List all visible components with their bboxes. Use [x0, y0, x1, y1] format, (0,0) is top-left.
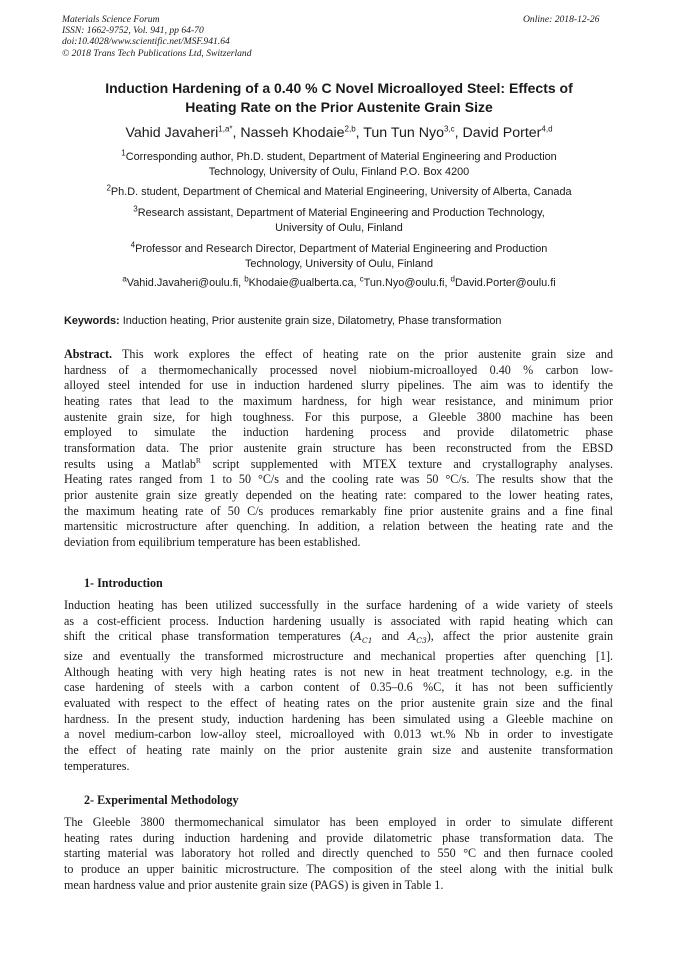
body-text: shift the critical phase transformation temperatures (: [64, 629, 355, 644]
abstract-line: martensitic microstructure after quenching. In addition, a relation between the heating rate and the: [64, 519, 613, 534]
body-line: Induction heating has been utilized successfully in the surface hardening of a wide variety of steels: [64, 598, 613, 612]
abstract-line: employed to simulate the induction hardening process and provide dilatometric phase: [64, 425, 613, 440]
author-sup: 1,a*: [218, 124, 233, 134]
author-name: Nasseh Khodaie: [240, 125, 345, 141]
abstract-text: script supplemented with MTEX texture and crystallography analyses.: [200, 456, 614, 471]
affiliation-text: Technology, University of Oulu, Finland: [244, 258, 434, 270]
title-line-1: Induction Hardening of a 0.40 % C Novel Microalloyed Steel: Effects of: [105, 80, 573, 96]
body-line: heating rates during induction hardening and provide dilatometric phase transformation data. The: [64, 830, 613, 845]
running-header: [62, 14, 252, 59]
affiliation-text: Professor and Research Director, Department of Material Engineering and Production: [135, 243, 548, 255]
body-text: ), affect the prior austenite grain: [426, 629, 613, 644]
paper-title: [60, 79, 618, 117]
abstract-line: austenite grain size, for high toughness. For this purpose, a Gleeble 3800 machine has been: [64, 409, 613, 424]
email-sup: d: [450, 274, 455, 284]
body-line: The Gleeble 3800 thermomechanical simulator has been employed in order to simulate different: [64, 815, 613, 829]
section-heading-methodology: 2- Experimental Methodology: [84, 793, 239, 807]
keywords: [64, 314, 501, 329]
methodology-paragraph: [64, 815, 613, 893]
email-sup: b: [244, 274, 249, 284]
journal-name: Materials Science Forum: [62, 14, 160, 25]
affiliation-sup: 2: [106, 183, 111, 193]
body-line: a novel medium-carbon low-alloy steel, microalloyed with 0.013 wt.% Nb in order to investigate: [64, 727, 613, 742]
email-sup: c: [359, 274, 364, 284]
body-line: Although heating with very high heating rates is not new in heat treatment technology, e.g. in the: [64, 664, 613, 679]
author-sup: 3,c: [443, 124, 455, 134]
introduction-paragraph: [64, 598, 613, 774]
body-line: mean hardness value and prior austenite grain size (PAGS) is given in Table 1.: [64, 877, 444, 892]
body-line: the effect of heating rate mainly on the prior austenite grain size and austenite transformation: [64, 743, 613, 758]
affiliation-text: Research assistant, Department of Material Engineering and Production Technology,: [137, 207, 545, 219]
affiliation-1: [60, 150, 618, 180]
affiliation-text: Technology, University of Oulu, Finland P.O. Box 4200: [208, 166, 470, 178]
body-line: size and eventually the transformed microstructure and mechanical properties after quenching [1].: [64, 649, 613, 664]
body-line: case hardening of steels with a carbon content of 0.35–0.6 %C, it has not been sufficiently: [64, 680, 613, 695]
keywords-text: Induction heating, Prior austenite grain size, Dilatometry, Phase transformation: [119, 315, 502, 327]
abstract-line: [64, 457, 613, 473]
affiliation-text: Ph.D. student, Department of Chemical and Material Engineering, University of Alberta, Canada: [110, 186, 572, 198]
body-line: temperatures.: [64, 758, 130, 773]
affiliation-text: Corresponding author, Ph.D. student, Department of Material Engineering and Production: [125, 151, 557, 163]
body-line: hardness. In the present study, induction hardening has been simulated using a Gleeble machine on: [64, 711, 613, 726]
author-sup: 2,b: [344, 124, 356, 134]
doi-line: doi:10.4028/www.scientific.net/MSF.941.64: [62, 36, 230, 48]
abstract-line: Heating rates ranged from 1 to 50 °C/s and the cooling rate was 50 °C/s. The results show that the: [64, 472, 613, 487]
abstract: [64, 347, 613, 551]
abstract-text: This work explores the effect of heating rate on the prior austenite grain size and: [112, 347, 613, 361]
math-symbol: A: [408, 630, 417, 644]
affiliation-3: [60, 206, 618, 236]
math-symbol: A: [354, 630, 362, 644]
title-line-2: Heating Rate on the Prior Austenite Grain Size: [185, 99, 493, 115]
copyright-line: © 2018 Trans Tech Publications Ltd, Switzerland: [62, 47, 252, 59]
email-link[interactable]: David.Porter@oulu.fi: [455, 277, 556, 289]
author-sup: 4,d: [541, 124, 553, 134]
affiliation-sup: 3: [133, 204, 138, 214]
email-link[interactable]: Khodaie@ualberta.ca,: [248, 277, 360, 289]
abstract-line: transformation data. The prior austenite grain structure has been reconstructed from the EBSD: [64, 440, 613, 455]
affiliation-4: [60, 242, 618, 272]
affiliation-2: [60, 185, 618, 200]
math-ac1: [354, 630, 373, 646]
abstract-line: alloyed steel intended for use in induction hardened slurry pipelines. The aim was to identify the: [64, 378, 613, 393]
superscript: R: [195, 455, 201, 465]
keywords-label: Keywords:: [64, 315, 120, 327]
section-heading-introduction: 1- Introduction: [84, 576, 163, 590]
abstract-line: [64, 347, 613, 363]
author-name: David Porter: [462, 125, 542, 141]
abstract-label: Abstract.: [64, 347, 113, 361]
email-link[interactable]: Vahid.Javaheri@oulu.fi,: [126, 277, 245, 289]
body-line: evaluated with respect to the effect of heating rates on the prior austenite grain size and the final: [64, 696, 613, 711]
abstract-line: prior austenite grain size greatly depended on the heating rate: compared to the lower heating rates,: [64, 487, 613, 502]
affiliation-sup: 4: [130, 240, 136, 250]
issn-line: ISSN: 1662-9752, Vol. 941, pp 64-70: [62, 25, 204, 37]
abstract-line: hardness of a thermomechanically processed novel niobium-microalloyed 0.40 % carbon low-: [64, 362, 613, 377]
body-line: starting material was laboratory hot rolled and directly quenched to 550 °C and then furnace cooled: [64, 846, 613, 861]
body-text: and: [372, 629, 409, 644]
math-ac3: [408, 630, 427, 646]
math-subscript: C3: [416, 636, 427, 646]
abstract-line: heating rates that lead to the maximum hardness, for high wear resistance, and minimum prior: [64, 393, 613, 408]
abstract-line: the maximum heating rate of 50 C/s produces remarkably fine prior austenite grains and a fine final: [64, 503, 613, 518]
body-line: [64, 629, 613, 649]
email-link[interactable]: Tun.Nyo@oulu.fi,: [363, 277, 451, 289]
body-line: as a cost-efficient process. Induction hardening usually is associated with rapid heating which can: [64, 613, 613, 628]
abstract-text: results using a Matlab: [64, 456, 196, 471]
author-name: Tun Tun Nyo: [363, 125, 444, 141]
email-sup: a: [122, 274, 127, 284]
online-date: Online: 2018-12-26: [523, 14, 600, 25]
affiliation-text: University of Oulu, Finland: [275, 222, 403, 234]
math-subscript: C1: [361, 636, 373, 646]
email-list: [60, 276, 618, 291]
author-name: Vahid Javaheri: [125, 125, 219, 141]
abstract-line: deviation from equilibrium temperature has been established.: [64, 534, 361, 549]
author-list: Vahid Javaheri$^{1,a*}$, Nasseh Khodaie$^{2,b}$, Tun Tun Nyo$^{3,c}$, David Porter$^{4,d}$: [125, 124, 553, 141]
affiliation-sup: 1: [121, 148, 126, 158]
body-line: to produce an upper bainitic microstructure. The composition of the steel along with the initial bulk: [64, 861, 613, 876]
